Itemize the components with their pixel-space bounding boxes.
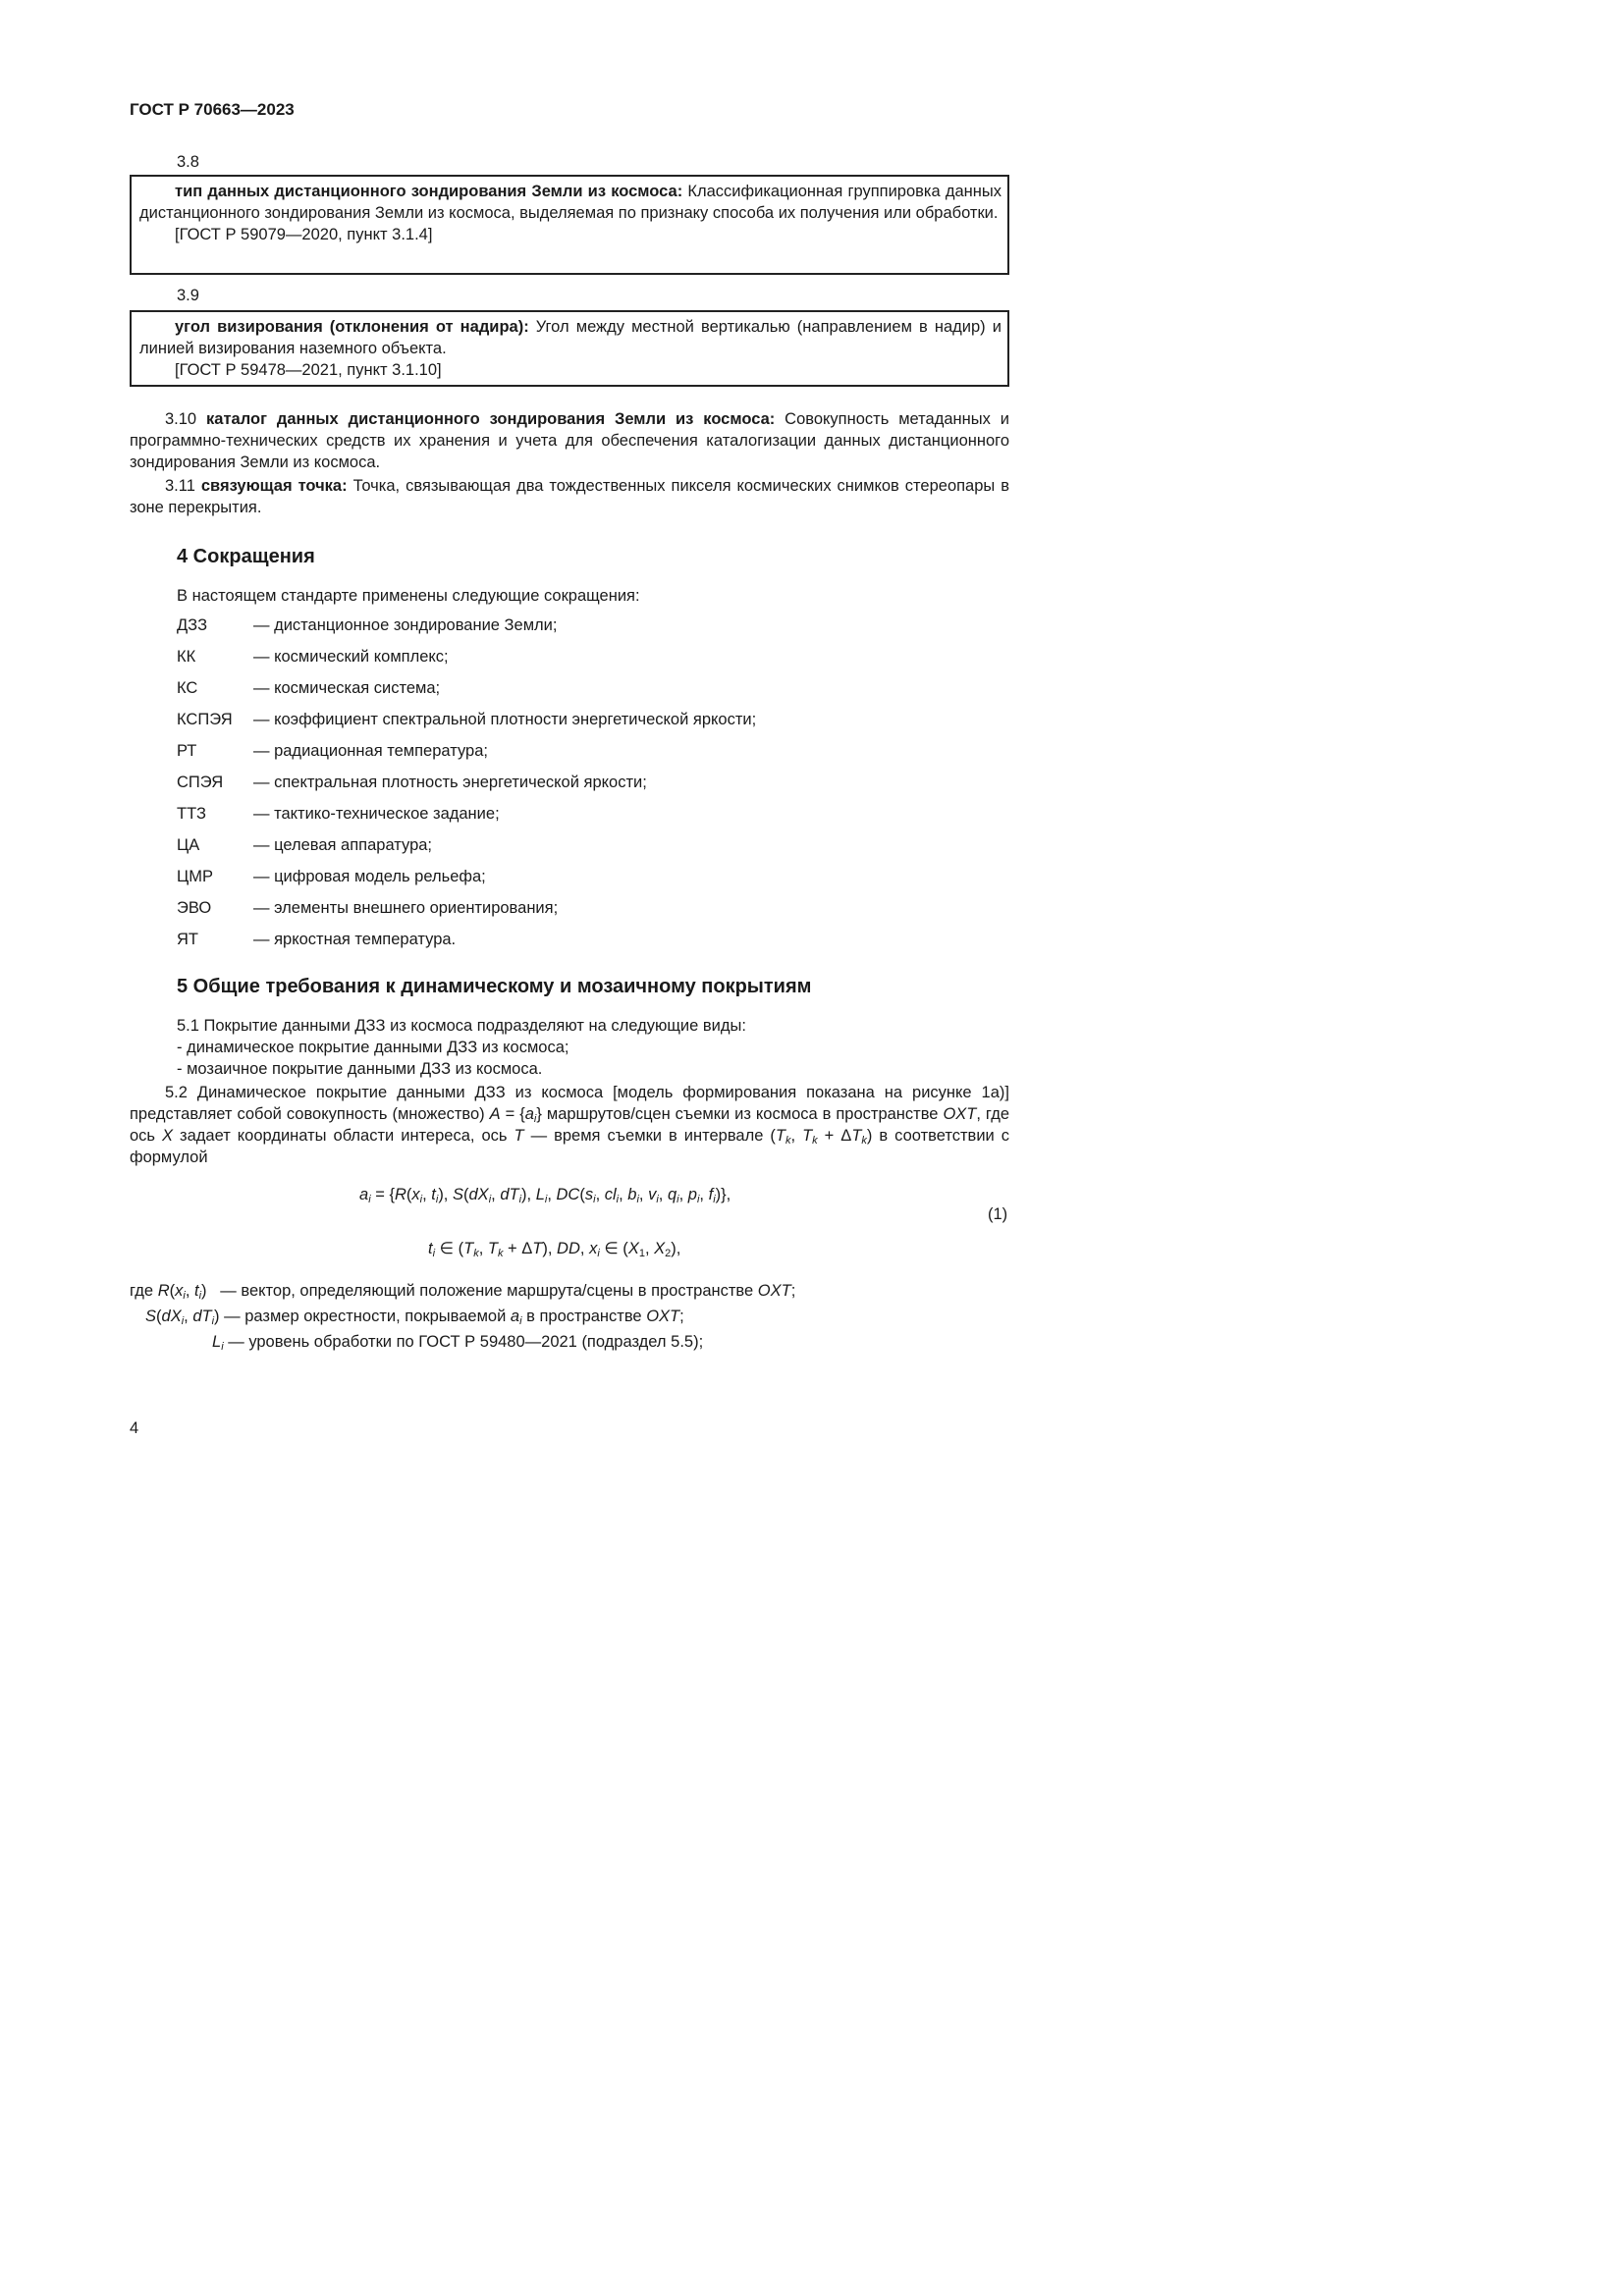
term-box	[130, 175, 1009, 275]
abbreviation-definition: — космическая система;	[253, 679, 441, 697]
section-intro: В настоящем стандарте применены следующие сокращения:	[177, 587, 640, 605]
term-name: связующая точка:	[200, 477, 348, 495]
abbreviation-row	[177, 774, 962, 799]
term-box	[130, 310, 1009, 387]
term-number: 3.10	[165, 410, 197, 428]
term-name: угол визирования (отклонения от надира):	[175, 318, 529, 336]
term-name: каталог данных дистанционного зондирования Земли из космоса:	[206, 410, 776, 428]
term-text	[139, 316, 1001, 359]
abbreviation-definition: — дистанционное зондирование Земли;	[253, 616, 558, 634]
abbreviation-code: РТ	[177, 742, 197, 760]
abbreviation-code: КС	[177, 679, 198, 697]
term-definition: Точка, связывающая два тождественных пикселя космических снимков стереопары в зоне перекрытия.	[130, 477, 1010, 516]
term-number: 3.11	[165, 477, 195, 495]
where-line: $S(dX_i$, $dT_i$) — размер окрестности, покрываемой $a_i$ в пространстве OXT;	[145, 1308, 684, 1327]
abbreviation-row	[177, 805, 962, 830]
abbreviation-row	[177, 679, 962, 705]
where-text: — уровень обработки по ГОСТ Р 59480—2021 (подраздел 5.5);	[228, 1333, 704, 1351]
abbreviation-definition: — элементы внешнего ориентирования;	[253, 899, 559, 917]
paragraph-text: задает координаты области интереса, ось	[173, 1127, 514, 1145]
abbreviation-code: ЦМР	[177, 868, 213, 885]
document-header: ГОСТ Р 70663—2023	[130, 100, 295, 119]
abbreviation-row	[177, 711, 962, 736]
abbreviation-definition: — цифровая модель рельефа;	[253, 868, 486, 885]
section-title: 4 Сокращения	[177, 546, 315, 567]
term-number: 3.8	[177, 153, 199, 171]
abbreviation-row	[177, 742, 962, 768]
abbreviation-definition: — радиационная температура;	[253, 742, 488, 760]
abbreviation-definition: — космический комплекс;	[253, 648, 449, 666]
abbreviation-row	[177, 836, 962, 862]
abbreviation-row	[177, 648, 962, 673]
paragraph-text: 5.2 Динамическое покрытие данными ДЗЗ из космоса [модель формирования показана на рисунке 1а)] представляет собой совокупность (множество)	[130, 1084, 1009, 1123]
paragraph-5-2: 5.2 Динамическое покрытие данными ДЗЗ из космоса [модель формирования показана на рисунке 1а)] представляет собой совокупность (множество) $A = \{a_i\}$ маршрутов/сцен съемки из космоса в пространстве OXT, где ось X задает координаты области интереса, ось T — время съемки в интервале ($T_k$, $T_k + \Delta T_k$) в соответствии с формулой	[130, 1084, 1010, 1166]
paragraph-5-1: 5.1 Покрытие данными ДЗЗ из космоса подразделяют на следующие виды:	[177, 1017, 746, 1035]
term-source: [ГОСТ Р 59478—2021, пункт 3.1.10]	[175, 361, 442, 379]
paragraph-text: — время съемки в интервале (	[523, 1127, 776, 1145]
term-number: 3.9	[177, 287, 199, 304]
where-text: — размер окрестности, покрываемой	[224, 1308, 511, 1325]
abbreviation-code: ЯТ	[177, 931, 198, 948]
abbreviation-row	[177, 616, 962, 642]
abbreviation-code: ТТЗ	[177, 805, 206, 823]
abbreviation-code: КК	[177, 648, 196, 666]
paragraph-text: , где ось	[130, 1105, 1009, 1145]
abbreviation-code: ДЗЗ	[177, 616, 208, 634]
abbreviation-definition: — целевая аппаратура;	[253, 836, 433, 854]
abbreviation-row	[177, 868, 962, 893]
list-item: - динамическое покрытие данными ДЗЗ из космоса;	[177, 1039, 569, 1056]
formula-number: (1)	[988, 1205, 1008, 1223]
term-definition: Угол между местной вертикалью (направлением в надир) и линией визирования наземного объекта.	[139, 318, 1001, 357]
where-line: $L_i$ — уровень обработки по ГОСТ Р 59480—2021 (подраздел 5.5);	[212, 1333, 704, 1353]
term-paragraph	[130, 408, 1009, 473]
term-text	[139, 181, 1001, 224]
abbreviation-code: ЦА	[177, 836, 200, 854]
abbreviation-definition: — тактико-техническое задание;	[253, 805, 500, 823]
abbreviation-definition: — спектральная плотность энергетической яркости;	[253, 774, 647, 791]
where-text: — вектор, определяющий положение маршрута/сцены в пространстве	[220, 1282, 758, 1300]
where-prefix: где	[130, 1282, 154, 1300]
abbreviation-code: КСПЭЯ	[177, 711, 233, 728]
abbreviation-definition: — коэффициент спектральной плотности энергетической яркости;	[253, 711, 757, 728]
term-name: тип данных дистанционного зондирования Земли из космоса:	[175, 183, 683, 200]
formula-line: $a_i = \{R(x_i$, $t_i$), $S(dX_i$, $dT_i$), $L_i$, $DC(s_i$, $cl_i$, $b_i$, $v_i$, $q_i$, $p_i$, $f_i$)},	[359, 1186, 731, 1205]
abbreviation-code: ЭВО	[177, 899, 212, 917]
abbreviation-code: СПЭЯ	[177, 774, 224, 791]
term-definition: Классификационная группировка данных дистанционного зондирования Земли из космоса, выделяемая по признаку способа их получения или обработки.	[139, 183, 1001, 222]
term-source: [ГОСТ Р 59079—2020, пункт 3.1.4]	[175, 226, 433, 243]
term-definition: Совокупность метаданных и программно-технических средств их хранения и учета для обеспечения каталогизации данных дистанционного зондирования Земли из космоса.	[130, 410, 1009, 471]
paragraph-text: маршрутов/сцен съемки из космоса в пространстве	[541, 1105, 944, 1123]
abbreviation-definition: — яркостная температура.	[253, 931, 457, 948]
paragraph-text: ) в соответствии с формулой	[130, 1127, 1010, 1166]
abbreviation-row	[177, 899, 962, 925]
list-item: - мозаичное покрытие данными ДЗЗ из космоса.	[177, 1060, 543, 1078]
formula-line: $t_i$ ∈ ($T_k$, $T_k + \Delta T$), DD, $x_i$ ∈ ($X_1$, $X_2$),	[428, 1240, 681, 1259]
section-title: 5 Общие требования к динамическому и мозаичному покрытиям	[177, 976, 812, 997]
where-text: в пространстве	[521, 1308, 647, 1325]
where-line: где $R(x_i$, $t_i$) — вектор, определяющий положение маршрута/сцены в пространстве OXT;	[130, 1282, 796, 1302]
term-paragraph	[130, 475, 1009, 518]
abbreviation-row	[177, 931, 962, 956]
page-number: 4	[130, 1419, 139, 1437]
